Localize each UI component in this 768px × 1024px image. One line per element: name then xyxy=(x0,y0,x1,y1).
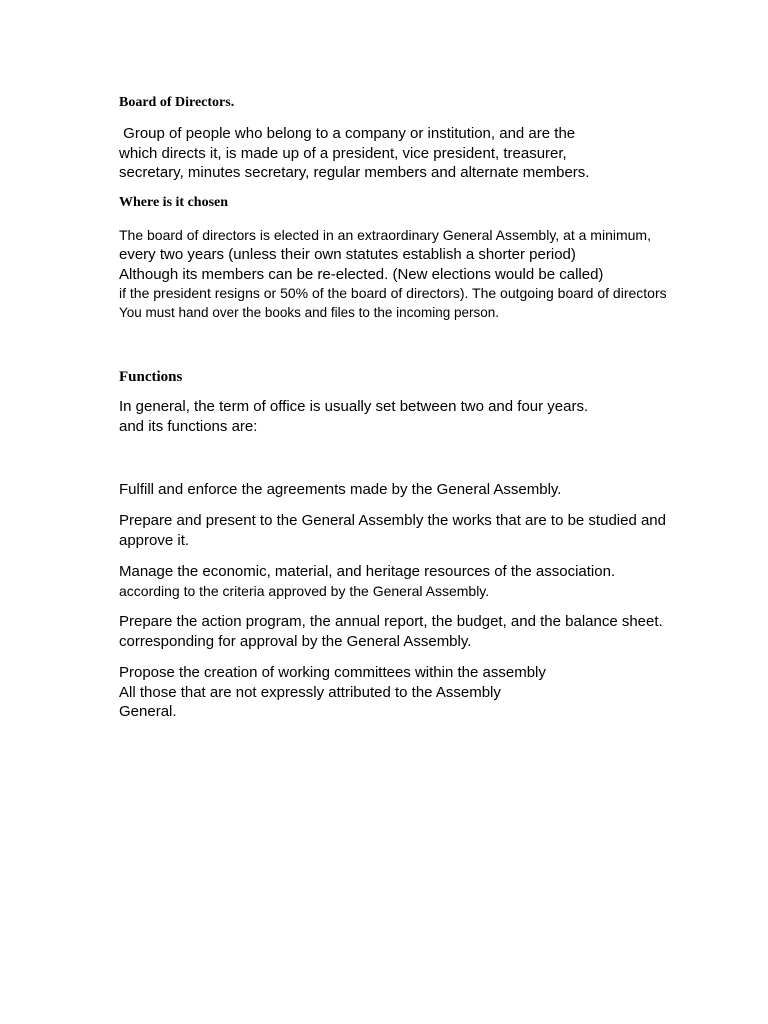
where-chosen-heading: Where is it chosen xyxy=(119,195,229,210)
board-heading: Board of Directors. xyxy=(119,95,235,110)
chosen-line: if the president resigns or 50% of the board of directors). The outgoing board of directors xyxy=(119,285,667,301)
intro-line: which directs it, is made up of a president, vice president, treasurer, xyxy=(119,144,567,162)
functions-intro-line: and its functions are: xyxy=(119,417,258,435)
functions-intro xyxy=(119,397,588,436)
chosen-line: Although its members can be re-elected. (New elections would be called) xyxy=(119,265,604,283)
function-item-line: Prepare and present to the General Assembly the works that are to be studied and xyxy=(119,512,666,529)
chosen-line: The board of directors is elected in an extraordinary General Assembly, at a minimum, xyxy=(119,227,651,243)
functions-heading: Functions xyxy=(119,369,183,385)
function-item-line: Prepare the action program, the annual report, the budget, and the balance sheet. xyxy=(119,613,663,630)
function-item-line: All those that are not expressly attributed to the Assembly xyxy=(119,683,501,701)
functions-intro-line: In general, the term of office is usually set between two and four years. xyxy=(119,398,589,415)
intro-line: secretary, minutes secretary, regular members and alternate members. xyxy=(119,164,590,181)
function-item xyxy=(119,511,666,550)
function-item xyxy=(119,663,546,722)
function-item-line: Propose the creation of working committees within the assembly xyxy=(119,664,546,681)
function-item-line: Manage the economic, material, and heritage resources of the association. xyxy=(119,563,616,580)
chosen-line: every two years (unless their own statutes establish a shorter period) xyxy=(119,246,576,263)
chosen-paragraph xyxy=(119,226,667,322)
function-item-line: Fulfill and enforce the agreements made by the General Assembly. xyxy=(119,481,562,498)
function-item xyxy=(119,480,561,500)
intro-line: Group of people who belong to a company or institution, and are the xyxy=(119,125,576,142)
function-item-line: General. xyxy=(119,703,177,720)
function-item-line: according to the criteria approved by the General Assembly. xyxy=(119,582,490,599)
chosen-line: You must hand over the books and files to the incoming person. xyxy=(119,305,499,320)
function-item xyxy=(119,612,663,651)
function-item-line: corresponding for approval by the General Assembly. xyxy=(119,632,472,650)
intro-paragraph xyxy=(119,124,589,183)
function-item xyxy=(119,562,615,601)
function-item-line: approve it. xyxy=(119,531,190,549)
